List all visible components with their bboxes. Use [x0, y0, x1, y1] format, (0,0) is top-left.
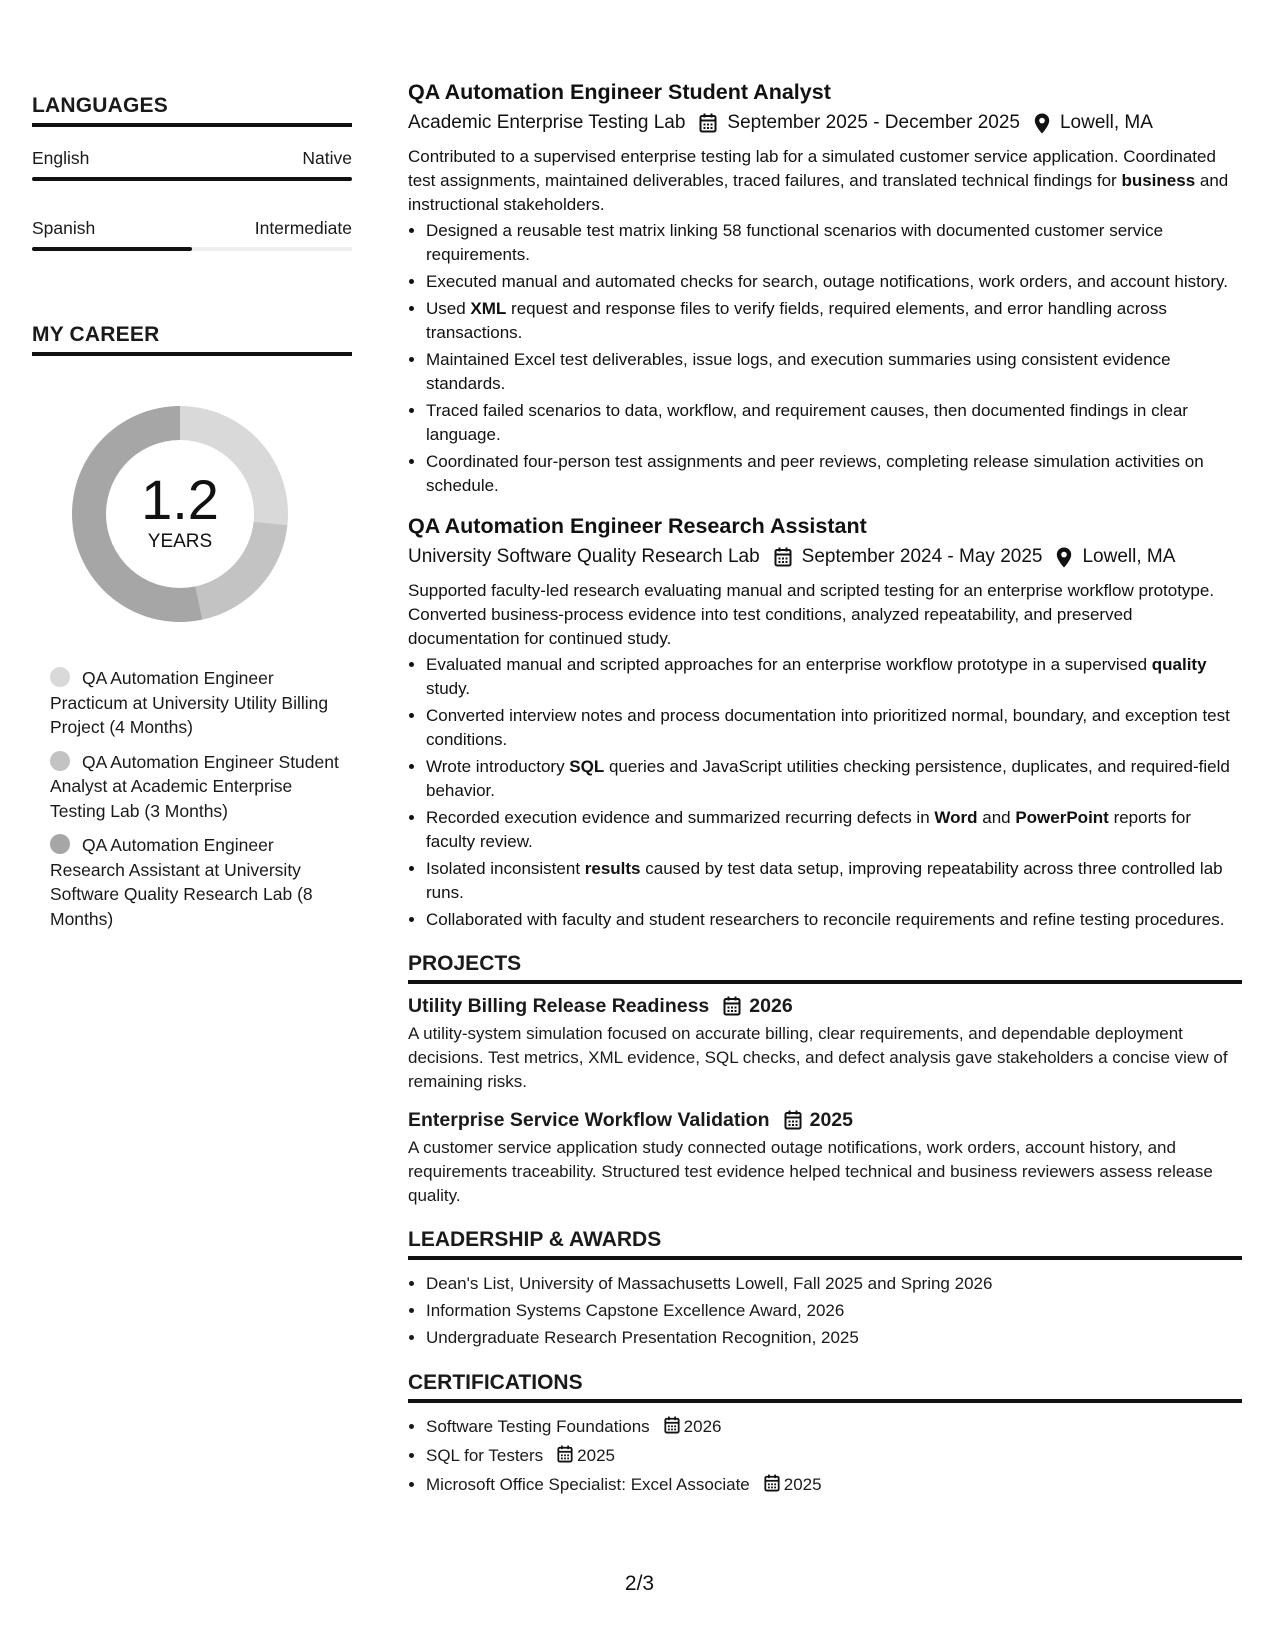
certification-year: 2025 [783, 1475, 822, 1494]
project-year: 2026 [749, 995, 793, 1017]
certification-year: 2025 [577, 1446, 615, 1465]
job-bullet: • Designed a reusable test matrix linking 58 functional scenarios with documented customer service requirements. [426, 219, 1242, 267]
award-item: • Information Systems Capstone Excellence Award, 2026 [426, 1297, 1242, 1324]
job-bullet: • Maintained Excel test deliverables, issue logs, and execution summaries using consistent evidence standards. [426, 348, 1242, 396]
career-total-unit: YEARS [147, 531, 213, 552]
job-bullet: • Evaluated manual and scripted approaches for an enterprise workflow prototype in a supervised quality study. [426, 653, 1242, 701]
calendar-icon [664, 1415, 680, 1442]
legend-label: QA Automation Engineer Practicum at University Utility Billing Project (4 Months) [50, 668, 329, 737]
desc-text: Contributed to a supervised enterprise testing lab for a simulated customer service application. Coordinated test assignments, maintained deliverables, traced failures, and translated technical findings for [408, 147, 1216, 190]
project-year: 2025 [809, 1109, 853, 1131]
project-description: A utility-system simulation focused on accurate billing, clear requirements, and dependable deployment decisions. Test metrics, XML evidence, SQL checks, and defect analysis gave stakeholders a concise view of remaining risks. [408, 1024, 1228, 1091]
calendar-icon [699, 113, 717, 133]
job-dates: September 2024 - May 2025 [801, 546, 1043, 567]
certification-year: 2026 [683, 1417, 722, 1436]
awards-heading: LEADERSHIP & AWARDS [408, 1228, 1242, 1260]
calendar-icon [764, 1473, 780, 1500]
languages-heading: LANGUAGES [32, 94, 352, 127]
job-organization: University Software Quality Research Lab [408, 546, 760, 567]
desc-text: and instructional stakeholders. [408, 171, 1229, 214]
projects-heading: PROJECTS [408, 952, 1242, 984]
project-description: A customer service application study connected outage notifications, work orders, account history, and requirements traceability. Structured test evidence helped technical and business reviewers assess release quality. [408, 1138, 1213, 1205]
job-bullet: • Isolated inconsistent results caused by test data setup, improving repeatability across three controlled lab runs. [426, 857, 1242, 905]
career-legend [32, 666, 352, 931]
language-level-bar [32, 177, 352, 181]
legend-label: QA Automation Engineer Research Assistant at University Software Quality Research Lab (8 Months) [50, 835, 313, 929]
job-description [408, 145, 1242, 217]
job-bullet: • Used XML request and response files to verify fields, required elements, and error handling across transactions. [426, 297, 1242, 345]
experience-entry [408, 512, 1242, 932]
job-description: Supported faculty-led research evaluating manual and scripted testing for an enterprise workflow prototype. Converted business-process evidence into test conditions, analyzed repeatability, and preserved documentation for continued study. [408, 581, 1215, 648]
language-level-fill [32, 177, 352, 181]
job-bullet: • Traced failed scenarios to data, workflow, and requirement causes, then documented findings in clear language. [426, 399, 1242, 447]
legend-dot-icon [50, 834, 70, 854]
job-location: Lowell, MA [1059, 112, 1153, 133]
job-bullet: • Wrote introductory SQL queries and JavaScript utilities checking persistence, duplicates, and required-field behavior. [426, 755, 1242, 803]
desc-bold-text: business [1121, 171, 1196, 190]
career-donut-chart [64, 398, 296, 630]
calendar-icon [774, 547, 792, 567]
job-bullet: • Collaborated with faculty and student researchers to reconcile requirements and refine testing procedures. [426, 908, 1242, 932]
legend-label: QA Automation Engineer Student Analyst at Academic Enterprise Testing Lab (3 Months) [50, 751, 339, 821]
career-total-value: 1.2 [141, 468, 219, 531]
job-bullet: • Coordinated four-person test assignments and peer reviews, completing release simulation activities on schedule. [426, 450, 1242, 498]
certification-item [426, 1471, 1242, 1500]
main-content [408, 78, 1242, 1500]
job-meta [408, 543, 1242, 571]
certifications-list [408, 1413, 1242, 1500]
calendar-icon [784, 1110, 802, 1130]
job-bullets [408, 219, 1242, 498]
experience-entry [408, 78, 1242, 498]
language-item [32, 217, 352, 251]
job-dates: September 2025 - December 2025 [727, 112, 1020, 133]
calendar-icon [557, 1444, 573, 1471]
job-bullets [408, 653, 1242, 932]
job-bullet: • Executed manual and automated checks for search, outage notifications, work orders, and account history. [426, 270, 1242, 294]
calendar-icon [723, 996, 741, 1016]
language-name: Spanish [32, 218, 96, 238]
job-bullet: • Recorded execution evidence and summarized recurring defects in Word and PowerPoint reports for faculty review. [426, 806, 1242, 854]
language-item [32, 147, 352, 181]
career-legend-item [50, 833, 340, 931]
page-number: 2/3 [624, 1572, 655, 1595]
awards-list [408, 1270, 1242, 1351]
award-item: • Undergraduate Research Presentation Recognition, 2025 [426, 1324, 1242, 1351]
language-level-bar [32, 247, 352, 251]
language-level: Intermediate [254, 218, 352, 238]
legend-dot-icon [50, 751, 70, 771]
project-entry [408, 992, 1242, 1094]
job-title: QA Automation Engineer Student Analyst [408, 80, 831, 104]
certifications-heading: CERTIFICATIONS [408, 1371, 1242, 1403]
job-bullet: • Converted interview notes and process documentation into prioritized normal, boundary, and exception test conditions. [426, 704, 1242, 752]
certification-name: Software Testing Foundations [426, 1417, 650, 1436]
project-name: Utility Billing Release Readiness [408, 995, 710, 1017]
career-legend-item [50, 666, 340, 740]
career-heading: MY CAREER [32, 323, 352, 356]
job-organization: Academic Enterprise Testing Lab [408, 112, 686, 133]
job-meta [408, 109, 1242, 137]
map-pin-icon [1034, 113, 1050, 134]
language-name: English [32, 148, 90, 168]
project-name: Enterprise Service Workflow Validation [408, 1109, 770, 1131]
award-item: • Dean's List, University of Massachusetts Lowell, Fall 2025 and Spring 2026 [426, 1270, 1242, 1297]
legend-dot-icon [50, 667, 70, 687]
job-title: QA Automation Engineer Research Assistant [408, 514, 867, 538]
sidebar [32, 94, 352, 941]
map-pin-icon [1056, 547, 1072, 568]
job-location: Lowell, MA [1082, 546, 1176, 567]
certification-name: Microsoft Office Specialist: Excel Associate [426, 1475, 750, 1494]
certification-name: SQL for Testers [426, 1446, 544, 1465]
language-level: Native [302, 148, 352, 168]
certification-item [426, 1442, 1242, 1471]
language-level-fill [32, 247, 192, 251]
certification-item [426, 1413, 1242, 1442]
career-legend-item [50, 750, 340, 824]
project-entry [408, 1106, 1242, 1208]
